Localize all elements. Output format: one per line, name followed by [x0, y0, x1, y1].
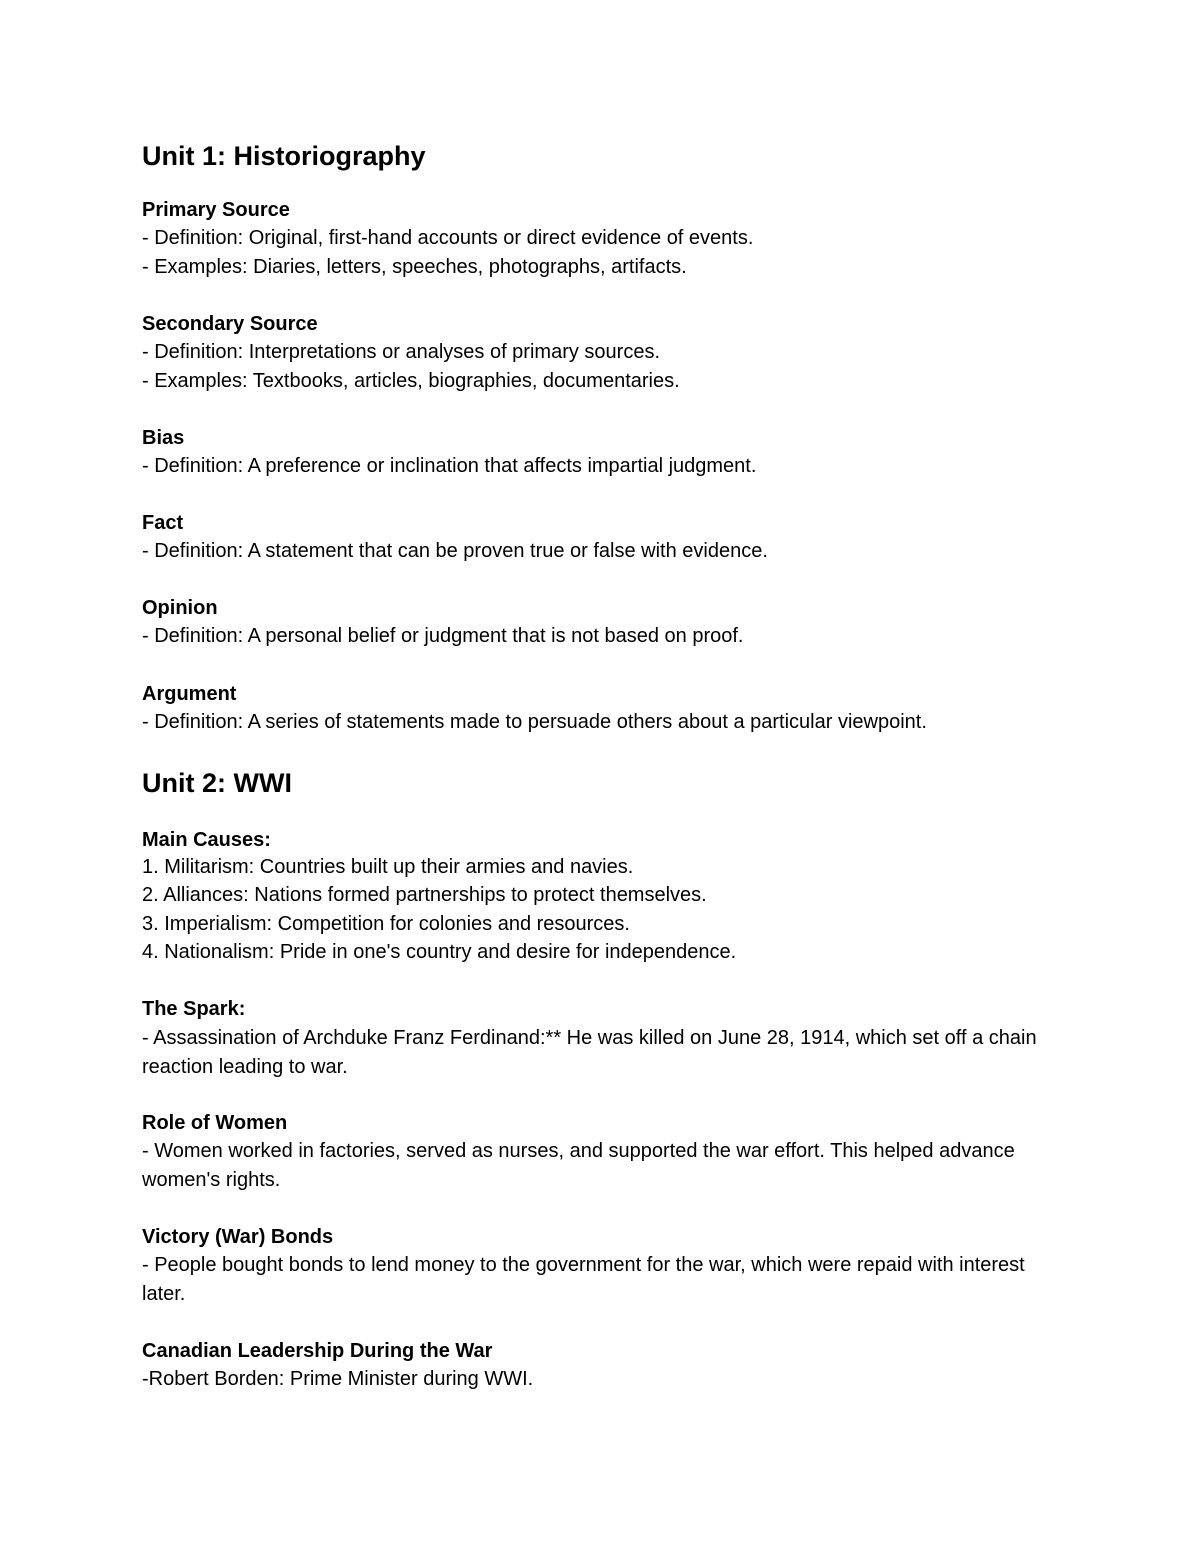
fact-definition: - Definition: A statement that can be proven true or false with evidence.: [142, 540, 768, 562]
leadership-text: -Robert Borden: Prime Minister during WWI.: [142, 1368, 534, 1390]
term-main-causes: Main Causes:: [142, 829, 271, 851]
cause-item: 3. Imperialism: Competition for colonies and resources.: [142, 913, 630, 935]
term-canadian-leadership: Canadian Leadership During the War: [142, 1340, 493, 1362]
term-argument: Argument: [142, 683, 237, 705]
argument-definition: - Definition: A series of statements made to persuade others about a particular viewpoint.: [142, 711, 927, 733]
opinion-definition: - Definition: A personal belief or judgment that is not based on proof.: [142, 625, 744, 647]
term-primary-source: Primary Source: [142, 199, 290, 221]
term-bias: Bias: [142, 427, 185, 449]
unit-2-title: Unit 2: WWI: [142, 768, 292, 798]
term-the-spark: The Spark:: [142, 998, 246, 1020]
secondary-source-examples: - Examples: Textbooks, articles, biographies, documentaries.: [142, 370, 680, 392]
term-secondary-source: Secondary Source: [142, 313, 318, 335]
spark-text: - Assassination of Archduke Franz Ferdinand:** He was killed on June 28, 1914, which set off a chain reaction leading to war.: [142, 1027, 1037, 1078]
term-opinion: Opinion: [142, 597, 218, 619]
bias-definition: - Definition: A preference or inclination that affects impartial judgment.: [142, 455, 757, 477]
primary-source-definition: - Definition: Original, first-hand accounts or direct evidence of events.: [142, 227, 754, 249]
unit-1-title: Unit 1: Historiography: [142, 141, 426, 171]
cause-item: 4. Nationalism: Pride in one's country and desire for independence.: [142, 941, 737, 963]
term-role-of-women: Role of Women: [142, 1112, 288, 1134]
secondary-source-definition: - Definition: Interpretations or analyses of primary sources.: [142, 341, 660, 363]
term-victory-bonds: Victory (War) Bonds: [142, 1226, 334, 1248]
cause-item: 1. Militarism: Countries built up their armies and navies.: [142, 856, 634, 878]
role-of-women-text: - Women worked in factories, served as nurses, and supported the war effort. This helped advance women's rights.: [142, 1140, 1015, 1191]
victory-bonds-text: - People bought bonds to lend money to the government for the war, which were repaid with interest later.: [142, 1254, 1025, 1305]
primary-source-examples: - Examples: Diaries, letters, speeches, photographs, artifacts.: [142, 256, 687, 278]
cause-item: 2. Alliances: Nations formed partnerships to protect themselves.: [142, 884, 707, 906]
term-fact: Fact: [142, 512, 184, 534]
